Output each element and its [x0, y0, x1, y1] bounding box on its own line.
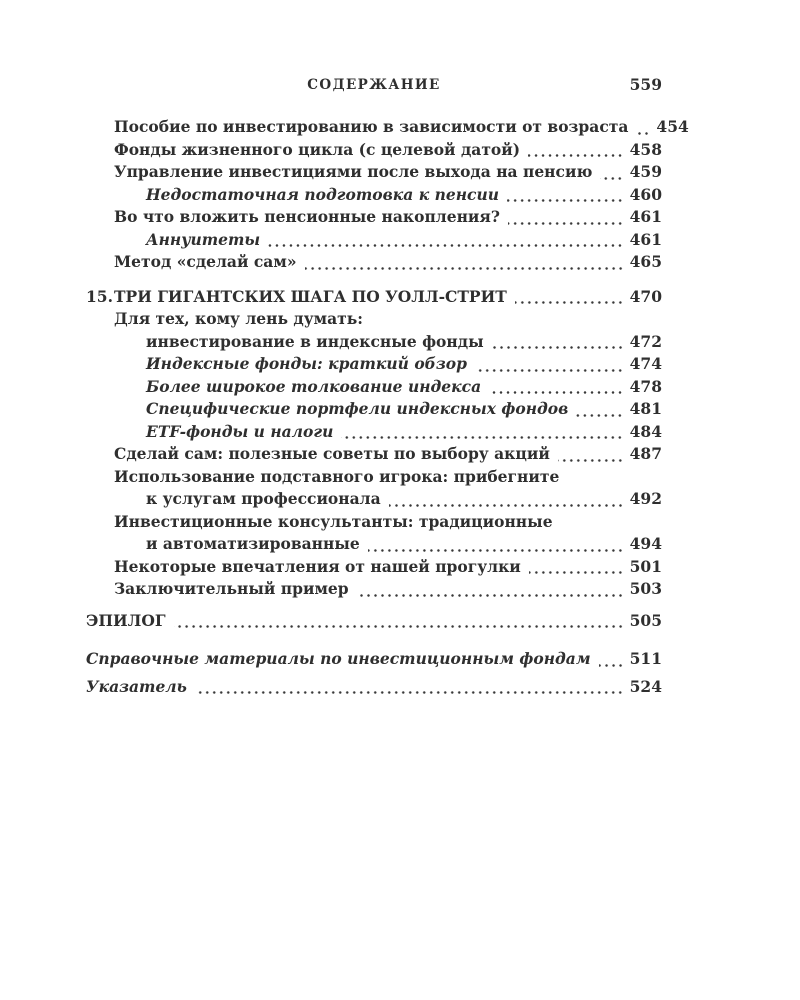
chapter-number: 15. [86, 286, 113, 306]
dot-leader [174, 625, 624, 628]
dot-leader [305, 267, 624, 270]
dot-leader [508, 222, 624, 225]
toc-entry-page: 492 [629, 489, 662, 508]
toc-entry [86, 676, 662, 699]
toc-entry-page: 494 [629, 534, 662, 553]
toc-entry [86, 443, 662, 466]
toc-entry [86, 610, 662, 633]
toc-entry-title: Индексные фонды: краткий обзор [146, 354, 467, 373]
toc-entry-title: Пособие по инвестированию в зависимости от возраста [114, 117, 629, 136]
toc-entry-page: 511 [629, 649, 662, 668]
toc-entry-page: 524 [629, 676, 662, 696]
toc-entry-page: 481 [629, 399, 662, 418]
toc-list [86, 116, 689, 698]
dot-leader [195, 691, 624, 694]
toc-entry-title: Специфические портфели индексных фондов [146, 399, 569, 418]
toc-entry-page: 458 [629, 139, 662, 159]
toc-entry [86, 308, 662, 331]
toc-entry-title: ЭПИЛОГ [86, 610, 166, 630]
dot-leader [489, 391, 624, 394]
toc-entry-page: 487 [629, 444, 662, 463]
toc-entry-title: к услугам профессионала [146, 489, 381, 508]
toc-entry-page: 501 [629, 556, 662, 576]
dot-leader [507, 199, 624, 202]
dot-leader [558, 459, 624, 462]
toc-entry-page: 461 [629, 207, 662, 226]
toc-entry [86, 556, 662, 579]
toc-entry-title: Во что вложить пенсионные накопления? [114, 207, 500, 226]
toc-entry [86, 648, 662, 671]
toc-entry-title: Справочные материалы по инвестиционным фондам [86, 649, 591, 668]
toc-entry [86, 488, 662, 511]
toc-entry-page: 474 [629, 354, 662, 373]
toc-entry-page: 461 [629, 229, 662, 249]
toc-entry [86, 286, 662, 309]
dot-leader [357, 594, 624, 597]
toc-entry [86, 353, 662, 376]
toc-heading: СОДЕРЖАНИЕ [307, 77, 441, 93]
toc-entry-title: Недостаточная подготовка к пенсии [146, 184, 499, 204]
toc-entry-title: Заключительный пример [114, 579, 349, 598]
toc-entry [86, 229, 662, 252]
toc-entry-title: и автоматизированные [146, 534, 360, 553]
toc-entry-page: 484 [629, 421, 662, 441]
toc-content [86, 74, 689, 698]
toc-entry-title: Инвестиционные консультанты: традиционные [114, 511, 553, 531]
toc-entry-page: 465 [629, 252, 662, 271]
toc-entry-page: 503 [629, 579, 662, 598]
toc-entry [86, 376, 662, 399]
current-page-number: 559 [629, 75, 662, 94]
toc-entry-title: инвестирование в индексные фонды [146, 331, 484, 351]
toc-entry-title: Управление инвестициями после выхода на пенсию [114, 162, 593, 181]
toc-entry-page: 454 [656, 117, 689, 136]
toc-entry-title: Более широкое толкование индекса [146, 376, 482, 396]
toc-entry [86, 398, 662, 421]
dot-leader [599, 664, 624, 667]
toc-entry [86, 116, 689, 139]
toc-entry [86, 206, 662, 229]
toc-entry [86, 161, 662, 184]
toc-entry-title: Некоторые впечатления от нашей прогулки [114, 556, 521, 576]
toc-entry-page: 459 [629, 162, 662, 181]
toc-entry [86, 578, 662, 601]
dot-leader [475, 369, 624, 372]
toc-entry [86, 184, 662, 207]
toc-entry-title: Сделай сам: полезные советы по выбору акций [114, 444, 550, 463]
toc-entry-page: 470 [629, 286, 662, 306]
toc-entry [86, 421, 662, 444]
dot-leader [268, 244, 623, 247]
toc-entry [86, 331, 662, 354]
toc-entry-page: 478 [629, 376, 662, 396]
dot-leader [341, 436, 623, 439]
toc-entry-title: Метод «сделай сам» [114, 252, 297, 271]
toc-entry-title: Указатель [86, 676, 187, 696]
toc-entry-title: Для тех, кому лень думать: [114, 309, 364, 328]
toc-entry-title: Использование подставного игрока: прибегните [114, 466, 560, 486]
toc-entry-page: 472 [629, 331, 662, 351]
dot-leader [600, 177, 623, 180]
toc-entry [86, 511, 662, 534]
toc-entry-title: ТРИ ГИГАНТСКИХ ШАГА ПО УОЛЛ-СТРИТ [114, 286, 507, 306]
dot-leader [368, 549, 624, 552]
toc-entry-page: 460 [629, 184, 662, 204]
toc-entry-title: Фонды жизненного цикла (с целевой датой) [114, 139, 521, 159]
dot-leader [528, 154, 624, 157]
toc-entry-title: Аннуитеты [146, 229, 261, 249]
page-header [86, 74, 662, 96]
dot-leader [576, 414, 623, 417]
dot-leader [636, 132, 650, 135]
dot-leader [515, 301, 624, 304]
toc-entry-title: ETF-фонды и налоги [146, 421, 334, 441]
toc-entry [86, 533, 662, 556]
toc-entry [86, 139, 662, 162]
toc-entry-page: 505 [629, 610, 662, 630]
dot-leader [529, 571, 624, 574]
dot-leader [492, 346, 624, 349]
toc-entry [86, 251, 662, 274]
dot-leader [389, 504, 624, 507]
toc-entry [86, 466, 662, 489]
